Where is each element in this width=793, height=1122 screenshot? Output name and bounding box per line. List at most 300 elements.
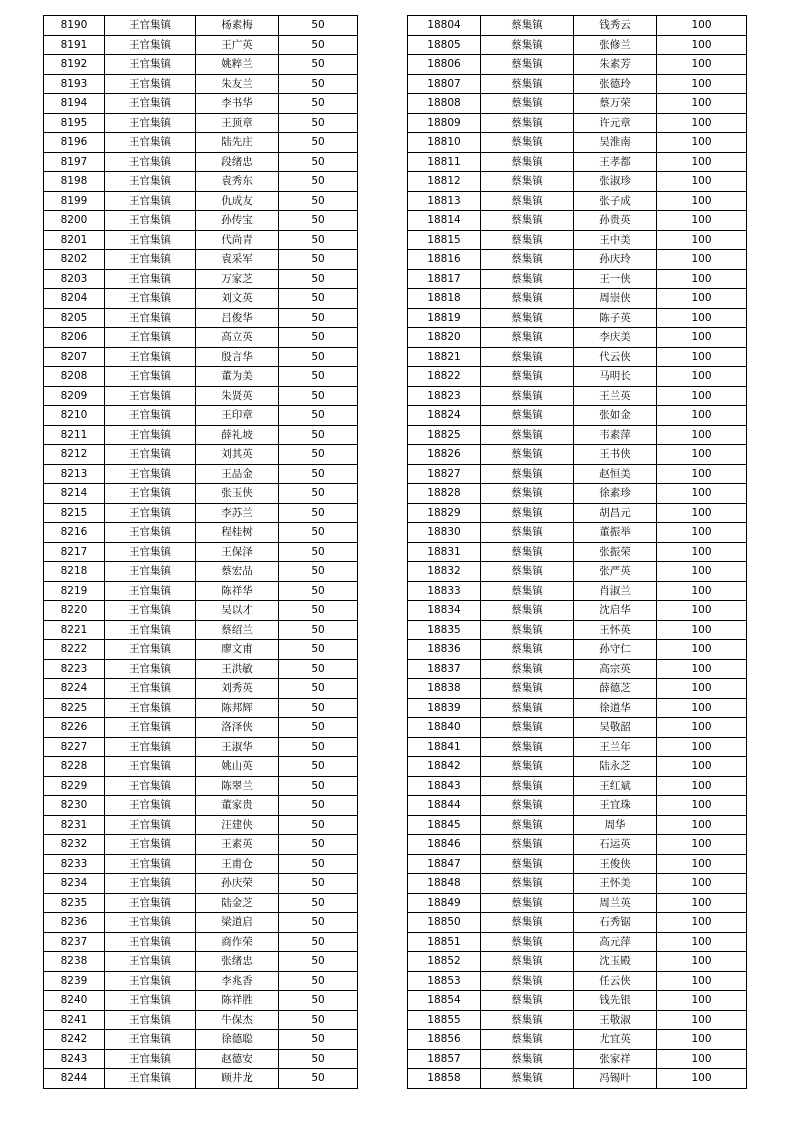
table-row: [44, 347, 358, 367]
table-row: [44, 581, 358, 601]
town-cell: 王官集镇: [105, 74, 196, 94]
name-cell: 王兰英: [574, 386, 657, 406]
amount-cell: 50: [279, 367, 358, 387]
amount-cell: 100: [657, 152, 747, 172]
amount-cell: 50: [279, 269, 358, 289]
table-row: [408, 562, 747, 582]
amount-cell: 50: [279, 581, 358, 601]
id-cell: 8239: [44, 971, 105, 991]
town-cell: 王官集镇: [105, 386, 196, 406]
id-cell: 8219: [44, 581, 105, 601]
amount-cell: 100: [657, 172, 747, 192]
table-row: [408, 191, 747, 211]
id-cell: 18818: [408, 289, 481, 309]
id-cell: 8244: [44, 1069, 105, 1089]
table-row: [44, 659, 358, 679]
town-cell: 蔡集镇: [481, 971, 574, 991]
amount-cell: 50: [279, 230, 358, 250]
id-cell: 8243: [44, 1049, 105, 1069]
id-cell: 18833: [408, 581, 481, 601]
amount-cell: 100: [657, 347, 747, 367]
amount-cell: 100: [657, 854, 747, 874]
id-cell: 8241: [44, 1010, 105, 1030]
town-cell: 蔡集镇: [481, 308, 574, 328]
id-cell: 8204: [44, 289, 105, 309]
amount-cell: 50: [279, 16, 358, 36]
amount-cell: 100: [657, 211, 747, 231]
town-cell: 蔡集镇: [481, 542, 574, 562]
name-cell: 殷言华: [196, 347, 279, 367]
town-cell: 王官集镇: [105, 1069, 196, 1089]
town-cell: 王官集镇: [105, 250, 196, 270]
table-row: [408, 1030, 747, 1050]
table-row: [44, 386, 358, 406]
name-cell: 沈玉殿: [574, 952, 657, 972]
amount-cell: 50: [279, 991, 358, 1011]
amount-cell: 50: [279, 250, 358, 270]
amount-cell: 50: [279, 971, 358, 991]
table-row: [44, 913, 358, 933]
name-cell: 王素英: [196, 835, 279, 855]
table-row: [408, 874, 747, 894]
amount-cell: 50: [279, 133, 358, 153]
table-row: [44, 211, 358, 231]
table-row: [408, 445, 747, 465]
name-cell: 孙传宝: [196, 211, 279, 231]
amount-cell: 50: [279, 776, 358, 796]
table-row: [44, 601, 358, 621]
id-cell: 18834: [408, 601, 481, 621]
id-cell: 8190: [44, 16, 105, 36]
name-cell: 吕俊华: [196, 308, 279, 328]
id-cell: 8227: [44, 737, 105, 757]
town-cell: 王官集镇: [105, 640, 196, 660]
amount-cell: 100: [657, 874, 747, 894]
town-cell: 王官集镇: [105, 952, 196, 972]
id-cell: 8197: [44, 152, 105, 172]
name-cell: 朱贤英: [196, 386, 279, 406]
table-row: [408, 133, 747, 153]
amount-cell: 50: [279, 35, 358, 55]
name-cell: 陈邦辉: [196, 698, 279, 718]
town-cell: 蔡集镇: [481, 386, 574, 406]
id-cell: 8205: [44, 308, 105, 328]
id-cell: 8228: [44, 757, 105, 777]
town-cell: 王官集镇: [105, 347, 196, 367]
name-cell: 周华: [574, 815, 657, 835]
id-cell: 8214: [44, 484, 105, 504]
name-cell: 段绪忠: [196, 152, 279, 172]
name-cell: 高宗英: [574, 659, 657, 679]
name-cell: 薛礼坡: [196, 425, 279, 445]
name-cell: 李苏兰: [196, 503, 279, 523]
amount-cell: 50: [279, 523, 358, 543]
town-cell: 王官集镇: [105, 971, 196, 991]
name-cell: 牛保杰: [196, 1010, 279, 1030]
id-cell: 18836: [408, 640, 481, 660]
amount-cell: 100: [657, 367, 747, 387]
name-cell: 王怀英: [574, 620, 657, 640]
table-row: [408, 991, 747, 1011]
name-cell: 刘文英: [196, 289, 279, 309]
table-row: [44, 55, 358, 75]
amount-cell: 100: [657, 659, 747, 679]
town-cell: 王官集镇: [105, 679, 196, 699]
id-cell: 18811: [408, 152, 481, 172]
town-cell: 王官集镇: [105, 1049, 196, 1069]
town-cell: 王官集镇: [105, 269, 196, 289]
name-cell: 王书侠: [574, 445, 657, 465]
name-cell: 张家祥: [574, 1049, 657, 1069]
table-row: [408, 1010, 747, 1030]
town-cell: 蔡集镇: [481, 562, 574, 582]
town-cell: 蔡集镇: [481, 16, 574, 36]
amount-cell: 100: [657, 581, 747, 601]
table-row: [408, 776, 747, 796]
name-cell: 马明长: [574, 367, 657, 387]
table-row: [44, 796, 358, 816]
town-cell: 王官集镇: [105, 698, 196, 718]
amount-cell: 100: [657, 971, 747, 991]
table-row: [408, 35, 747, 55]
id-cell: 8210: [44, 406, 105, 426]
amount-cell: 50: [279, 718, 358, 738]
name-cell: 张淑珍: [574, 172, 657, 192]
id-cell: 8213: [44, 464, 105, 484]
amount-cell: 100: [657, 1069, 747, 1089]
table-row: [44, 757, 358, 777]
amount-cell: 50: [279, 1030, 358, 1050]
table-row: [408, 971, 747, 991]
town-cell: 蔡集镇: [481, 113, 574, 133]
name-cell: 蔡宏品: [196, 562, 279, 582]
name-cell: 张严英: [574, 562, 657, 582]
name-cell: 王淑华: [196, 737, 279, 757]
table-row: [408, 737, 747, 757]
name-cell: 朱友兰: [196, 74, 279, 94]
amount-cell: 100: [657, 230, 747, 250]
table-row: [44, 406, 358, 426]
table-row: [44, 230, 358, 250]
name-cell: 姚山英: [196, 757, 279, 777]
name-cell: 胡昌元: [574, 503, 657, 523]
table-row: [44, 94, 358, 114]
table-row: [408, 386, 747, 406]
id-cell: 18843: [408, 776, 481, 796]
amount-cell: 50: [279, 347, 358, 367]
name-cell: 张如金: [574, 406, 657, 426]
table-row: [408, 835, 747, 855]
name-cell: 吴以才: [196, 601, 279, 621]
town-cell: 蔡集镇: [481, 991, 574, 1011]
table-row: [408, 757, 747, 777]
table-row: [44, 74, 358, 94]
name-cell: 钱秀云: [574, 16, 657, 36]
table-row: [408, 211, 747, 231]
table-row: [44, 991, 358, 1011]
name-cell: 杨素梅: [196, 16, 279, 36]
id-cell: 8194: [44, 94, 105, 114]
amount-cell: 100: [657, 737, 747, 757]
id-cell: 18824: [408, 406, 481, 426]
table-row: [44, 542, 358, 562]
name-cell: 李庆美: [574, 328, 657, 348]
name-cell: 袁秀东: [196, 172, 279, 192]
id-cell: 18819: [408, 308, 481, 328]
town-cell: 王官集镇: [105, 854, 196, 874]
town-cell: 蔡集镇: [481, 55, 574, 75]
name-cell: 洛泽侠: [196, 718, 279, 738]
table-row: [408, 347, 747, 367]
amount-cell: 50: [279, 94, 358, 114]
name-cell: 李兆香: [196, 971, 279, 991]
id-cell: 18844: [408, 796, 481, 816]
amount-cell: 100: [657, 308, 747, 328]
name-cell: 高元萍: [574, 932, 657, 952]
name-cell: 徐素珍: [574, 484, 657, 504]
town-cell: 王官集镇: [105, 1030, 196, 1050]
amount-cell: 100: [657, 991, 747, 1011]
name-cell: 董家贵: [196, 796, 279, 816]
left-table-body: [44, 16, 358, 1089]
town-cell: 蔡集镇: [481, 601, 574, 621]
name-cell: 陆永芝: [574, 757, 657, 777]
id-cell: 8225: [44, 698, 105, 718]
name-cell: 代尚青: [196, 230, 279, 250]
id-cell: 18841: [408, 737, 481, 757]
town-cell: 蔡集镇: [481, 74, 574, 94]
town-cell: 蔡集镇: [481, 269, 574, 289]
amount-cell: 100: [657, 776, 747, 796]
town-cell: 蔡集镇: [481, 581, 574, 601]
town-cell: 蔡集镇: [481, 854, 574, 874]
amount-cell: 100: [657, 698, 747, 718]
id-cell: 18856: [408, 1030, 481, 1050]
name-cell: 陈翠兰: [196, 776, 279, 796]
town-cell: 王官集镇: [105, 94, 196, 114]
amount-cell: 100: [657, 464, 747, 484]
amount-cell: 100: [657, 16, 747, 36]
name-cell: 薛德芝: [574, 679, 657, 699]
id-cell: 18826: [408, 445, 481, 465]
amount-cell: 50: [279, 328, 358, 348]
amount-cell: 50: [279, 1010, 358, 1030]
amount-cell: 50: [279, 815, 358, 835]
table-row: [44, 1049, 358, 1069]
amount-cell: 100: [657, 503, 747, 523]
name-cell: 王保泽: [196, 542, 279, 562]
name-cell: 汪建侠: [196, 815, 279, 835]
town-cell: 蔡集镇: [481, 367, 574, 387]
town-cell: 蔡集镇: [481, 698, 574, 718]
id-cell: 18838: [408, 679, 481, 699]
table-row: [408, 1049, 747, 1069]
id-cell: 8200: [44, 211, 105, 231]
table-row: [408, 679, 747, 699]
town-cell: 王官集镇: [105, 484, 196, 504]
name-cell: 顾井龙: [196, 1069, 279, 1089]
table-row: [408, 484, 747, 504]
table-row: [408, 952, 747, 972]
town-cell: 蔡集镇: [481, 211, 574, 231]
name-cell: 廖文甫: [196, 640, 279, 660]
town-cell: 蔡集镇: [481, 620, 574, 640]
table-row: [408, 796, 747, 816]
amount-cell: 50: [279, 425, 358, 445]
town-cell: 蔡集镇: [481, 484, 574, 504]
amount-cell: 100: [657, 815, 747, 835]
amount-cell: 100: [657, 893, 747, 913]
id-cell: 18858: [408, 1069, 481, 1089]
id-cell: 8207: [44, 347, 105, 367]
id-cell: 8222: [44, 640, 105, 660]
town-cell: 王官集镇: [105, 737, 196, 757]
amount-cell: 100: [657, 620, 747, 640]
amount-cell: 100: [657, 1049, 747, 1069]
amount-cell: 100: [657, 55, 747, 75]
id-cell: 18832: [408, 562, 481, 582]
table-row: [408, 269, 747, 289]
amount-cell: 50: [279, 1049, 358, 1069]
name-cell: 梁道启: [196, 913, 279, 933]
town-cell: 蔡集镇: [481, 796, 574, 816]
amount-cell: 100: [657, 796, 747, 816]
amount-cell: 100: [657, 718, 747, 738]
table-row: [44, 484, 358, 504]
id-cell: 8234: [44, 874, 105, 894]
table-row: [44, 289, 358, 309]
id-cell: 18825: [408, 425, 481, 445]
amount-cell: 50: [279, 737, 358, 757]
town-cell: 王官集镇: [105, 796, 196, 816]
table-row: [408, 523, 747, 543]
town-cell: 蔡集镇: [481, 523, 574, 543]
id-cell: 8192: [44, 55, 105, 75]
id-cell: 18850: [408, 913, 481, 933]
town-cell: 王官集镇: [105, 893, 196, 913]
town-cell: 王官集镇: [105, 308, 196, 328]
name-cell: 万家芝: [196, 269, 279, 289]
table-row: [44, 133, 358, 153]
table-row: [44, 113, 358, 133]
amount-cell: 100: [657, 269, 747, 289]
table-row: [44, 718, 358, 738]
table-row: [44, 35, 358, 55]
table-row: [408, 74, 747, 94]
town-cell: 王官集镇: [105, 172, 196, 192]
name-cell: 王顶章: [196, 113, 279, 133]
id-cell: 8238: [44, 952, 105, 972]
name-cell: 吴敬韶: [574, 718, 657, 738]
town-cell: 蔡集镇: [481, 503, 574, 523]
id-cell: 18823: [408, 386, 481, 406]
id-cell: 8198: [44, 172, 105, 192]
name-cell: 陈祥胜: [196, 991, 279, 1011]
id-cell: 8233: [44, 854, 105, 874]
table-row: [408, 815, 747, 835]
town-cell: 蔡集镇: [481, 718, 574, 738]
table-row: [44, 874, 358, 894]
id-cell: 18848: [408, 874, 481, 894]
id-cell: 8237: [44, 932, 105, 952]
table-row: [408, 16, 747, 36]
name-cell: 张绪忠: [196, 952, 279, 972]
table-row: [408, 640, 747, 660]
id-cell: 18808: [408, 94, 481, 114]
table-row: [408, 55, 747, 75]
town-cell: 王官集镇: [105, 601, 196, 621]
table-row: [408, 152, 747, 172]
amount-cell: 50: [279, 854, 358, 874]
amount-cell: 100: [657, 133, 747, 153]
table-row: [408, 172, 747, 192]
amount-cell: 50: [279, 562, 358, 582]
table-row: [408, 328, 747, 348]
name-cell: 任云侠: [574, 971, 657, 991]
town-cell: 蔡集镇: [481, 952, 574, 972]
table-row: [408, 113, 747, 133]
table-row: [408, 406, 747, 426]
id-cell: 8242: [44, 1030, 105, 1050]
town-cell: 蔡集镇: [481, 1049, 574, 1069]
id-cell: 8199: [44, 191, 105, 211]
town-cell: 王官集镇: [105, 991, 196, 1011]
table-row: [408, 250, 747, 270]
amount-cell: 50: [279, 211, 358, 231]
amount-cell: 100: [657, 523, 747, 543]
table-row: [44, 737, 358, 757]
id-cell: 18853: [408, 971, 481, 991]
amount-cell: 50: [279, 1069, 358, 1089]
town-cell: 蔡集镇: [481, 776, 574, 796]
id-cell: 18837: [408, 659, 481, 679]
table-row: [44, 1010, 358, 1030]
name-cell: 孙庆玲: [574, 250, 657, 270]
table-row: [44, 308, 358, 328]
amount-cell: 100: [657, 406, 747, 426]
table-row: [44, 523, 358, 543]
id-cell: 18812: [408, 172, 481, 192]
amount-cell: 100: [657, 913, 747, 933]
amount-cell: 100: [657, 601, 747, 621]
name-cell: 王洪敏: [196, 659, 279, 679]
id-cell: 18810: [408, 133, 481, 153]
amount-cell: 100: [657, 484, 747, 504]
town-cell: 王官集镇: [105, 113, 196, 133]
town-cell: 蔡集镇: [481, 464, 574, 484]
town-cell: 王官集镇: [105, 815, 196, 835]
town-cell: 蔡集镇: [481, 445, 574, 465]
town-cell: 王官集镇: [105, 445, 196, 465]
id-cell: 8235: [44, 893, 105, 913]
id-cell: 18814: [408, 211, 481, 231]
amount-cell: 100: [657, 757, 747, 777]
town-cell: 王官集镇: [105, 425, 196, 445]
table-row: [44, 952, 358, 972]
table-row: [408, 854, 747, 874]
table-row: [408, 230, 747, 250]
id-cell: 18831: [408, 542, 481, 562]
name-cell: 王敬淑: [574, 1010, 657, 1030]
table-row: [44, 562, 358, 582]
town-cell: 蔡集镇: [481, 230, 574, 250]
name-cell: 王宜珠: [574, 796, 657, 816]
amount-cell: 100: [657, 35, 747, 55]
town-cell: 王官集镇: [105, 464, 196, 484]
id-cell: 8226: [44, 718, 105, 738]
name-cell: 王兰年: [574, 737, 657, 757]
table-row: [44, 698, 358, 718]
